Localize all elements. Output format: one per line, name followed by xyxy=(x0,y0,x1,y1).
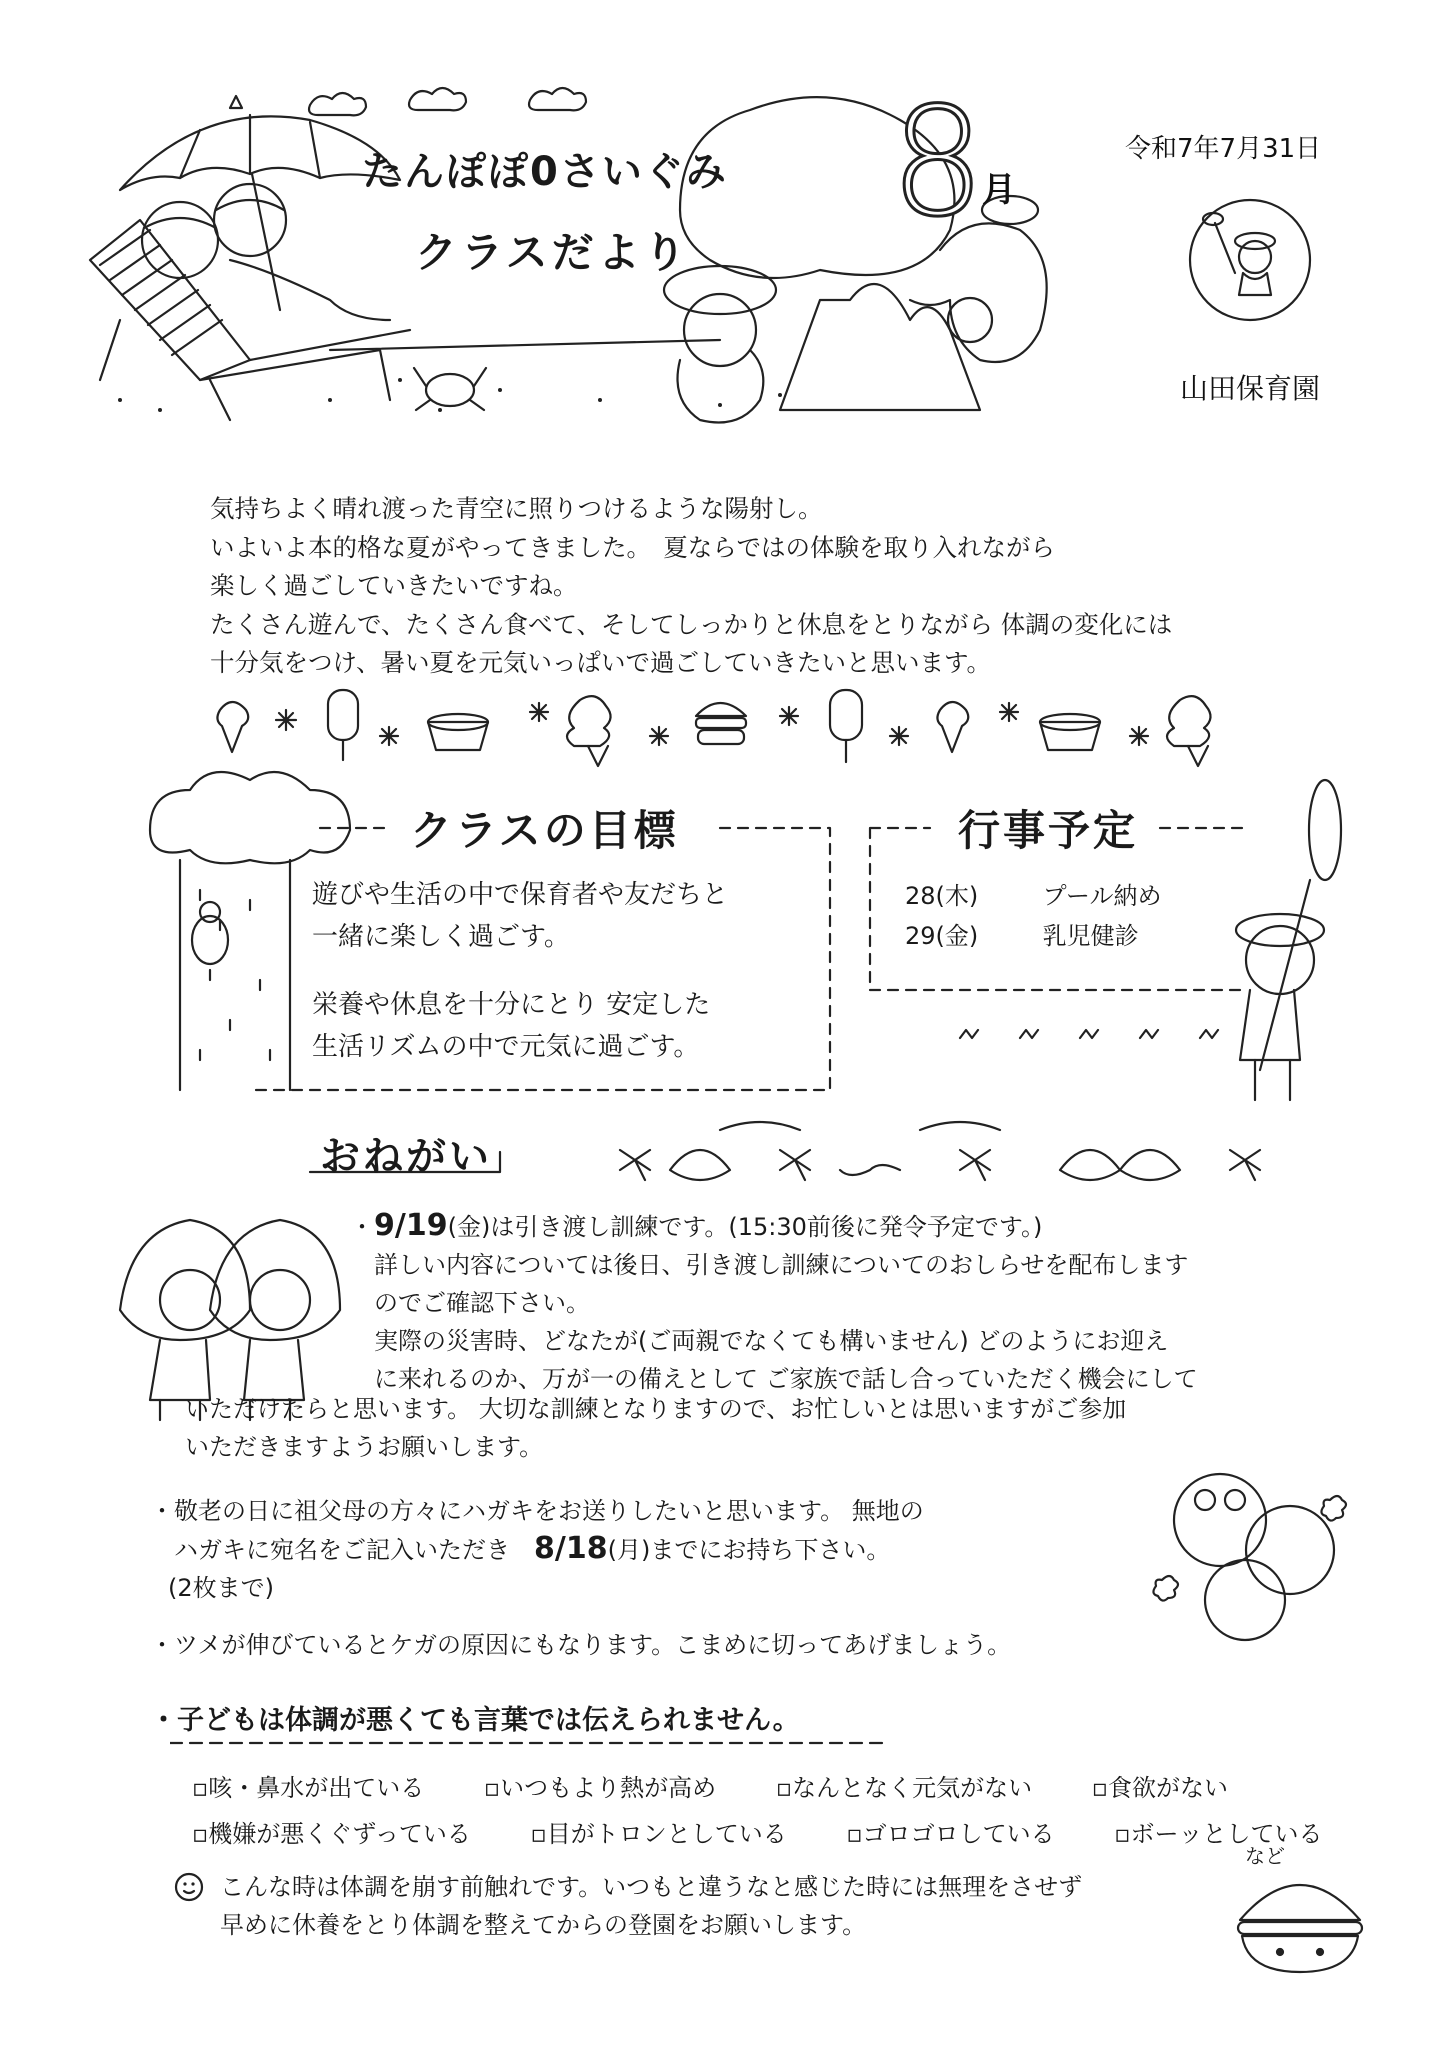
drill-first-line-text: (金)は引き渡し訓練です。(15:30前後に発令予定です。) xyxy=(447,1213,1043,1241)
burger-character-illustration xyxy=(1230,1860,1370,1980)
request-drill-continued xyxy=(185,1390,1126,1466)
health-heading: ・子どもは体調が悪くても言葉では伝えられません。 xyxy=(150,1705,800,1736)
symptom-item: ▫いつもより熱が高め xyxy=(483,1774,717,1802)
symptom-row xyxy=(192,1765,1375,1811)
month-number: 8 xyxy=(890,76,986,250)
child-net-badge-illustration xyxy=(1185,195,1315,325)
bullet-face-icon xyxy=(172,1870,206,1904)
month-kanji: 月 xyxy=(982,170,1016,210)
drill-line: いただけたらと思います。 大切な訓練となりますので、お忙しいとは思いますがご参加 xyxy=(185,1395,1127,1423)
symptom-etc: など xyxy=(1245,1844,1285,1868)
newsletter-title: クラスだより xyxy=(415,228,690,277)
intro-line: 十分気をつけ、暑い夏を元気いっぱいで過ごしていきたいと思います。 xyxy=(210,648,992,677)
drill-line: のでご確認下さい。 xyxy=(374,1289,590,1317)
health-heading-underline xyxy=(170,1738,890,1748)
closing-line: 早めに休養をとり体調を整えてからの登園をお願いします。 xyxy=(220,1911,867,1939)
issue-date: 令和7年7月31日 xyxy=(1125,134,1322,164)
intro-line: 気持ちよく晴れ渡った青空に照りつけるような陽射し。 xyxy=(210,494,823,523)
request-nails: ・ツメが伸びているとケガの原因にもなります。こまめに切ってあげましょう。 xyxy=(150,1631,1012,1659)
intro-line: たくさん遊んで、たくさん食べて、そしてしっかりと休息をとりながら 体調の変化には xyxy=(210,609,1173,639)
postcard-note: (2枚まで) xyxy=(168,1574,274,1602)
intro-paragraph xyxy=(210,490,1360,683)
request-drill-first-line: ・9/19(金)は引き渡し訓練です。(15:30前後に発令予定です。) xyxy=(350,1208,1043,1243)
family-faces-illustration xyxy=(1150,1460,1350,1650)
drill-line: 実際の災害時、どなたが(ご両親でなくても構いません) どのようにお迎え xyxy=(374,1327,1169,1355)
goals-title: クラスの目標 xyxy=(410,806,679,855)
drill-line: に来れるのか、万が一の備えとして ご家族で話し合っていただく機会にして xyxy=(374,1365,1198,1393)
event-date: 29(金) xyxy=(905,922,979,950)
event-row xyxy=(905,876,1161,916)
event-name: プール納め xyxy=(1042,882,1162,910)
symptom-list xyxy=(192,1765,1375,1857)
goals-list xyxy=(312,874,728,1068)
drill-date: 9/19 xyxy=(374,1208,448,1243)
symptom-row xyxy=(192,1811,1375,1857)
symptom-item: ▫機嫌が悪くぐずっている xyxy=(192,1820,471,1848)
event-row xyxy=(905,916,1161,956)
postcard-line: ハガキに宛名をご記入いただき 8/18(月)までにお持ち下さい。 xyxy=(174,1531,891,1566)
ice-cream-border-decoration xyxy=(210,680,1240,770)
events-list xyxy=(905,876,1161,956)
symptom-item: ▫ボーッとしている xyxy=(1114,1820,1323,1848)
closing-line: こんな時は体調を崩す前触れです。いつもと違うなと感じた時には無理をさせず xyxy=(220,1873,1083,1901)
symptom-item: ▫ゴロゴロしている xyxy=(846,1820,1055,1848)
requests-title: おねがい xyxy=(320,1134,492,1180)
event-date: 28(木) xyxy=(905,882,979,910)
events-title: 行事予定 xyxy=(958,806,1139,855)
request-postcard xyxy=(150,1492,924,1607)
goal-line: 生活リズムの中で元気に過ごす。 xyxy=(312,1032,700,1062)
class-name-title: たんぽぽ0さいぐみ xyxy=(362,149,728,195)
symptom-item: ▫咳・鼻水が出ている xyxy=(192,1774,425,1802)
school-name: 山田保育園 xyxy=(1180,372,1321,405)
symptom-item: ▫食欲がない xyxy=(1091,1774,1228,1802)
postcard-deadline: 8/18 xyxy=(534,1531,608,1566)
goal-line: 一緒に楽しく過ごす。 xyxy=(312,922,570,952)
intro-line: いよいよ本的格な夏がやってきました。 夏ならではの体験を取り入れながら xyxy=(210,532,1056,562)
intro-line: 楽しく過ごしていきたいですね。 xyxy=(210,571,578,600)
symptom-item: ▫目がトロンとしている xyxy=(530,1820,787,1848)
drill-line: 詳しい内容については後日、引き渡し訓練についてのおしらせを配布します xyxy=(374,1251,1189,1279)
event-name: 乳児健診 xyxy=(1042,922,1139,950)
postcard-line: ・敬老の日に祖父母の方々にハガキをお送りしたいと思います。 無地の xyxy=(150,1497,924,1525)
drill-line: いただきますようお願いします。 xyxy=(185,1433,544,1461)
goal-line: 遊びや生活の中で保育者や友だちと xyxy=(312,880,729,910)
request-drill xyxy=(350,1207,1198,1398)
health-closing xyxy=(220,1868,1082,1944)
symptom-item: ▫なんとなく元気がない xyxy=(775,1774,1033,1802)
goal-line: 栄養や休息を十分にとり 安定した xyxy=(312,990,711,1020)
